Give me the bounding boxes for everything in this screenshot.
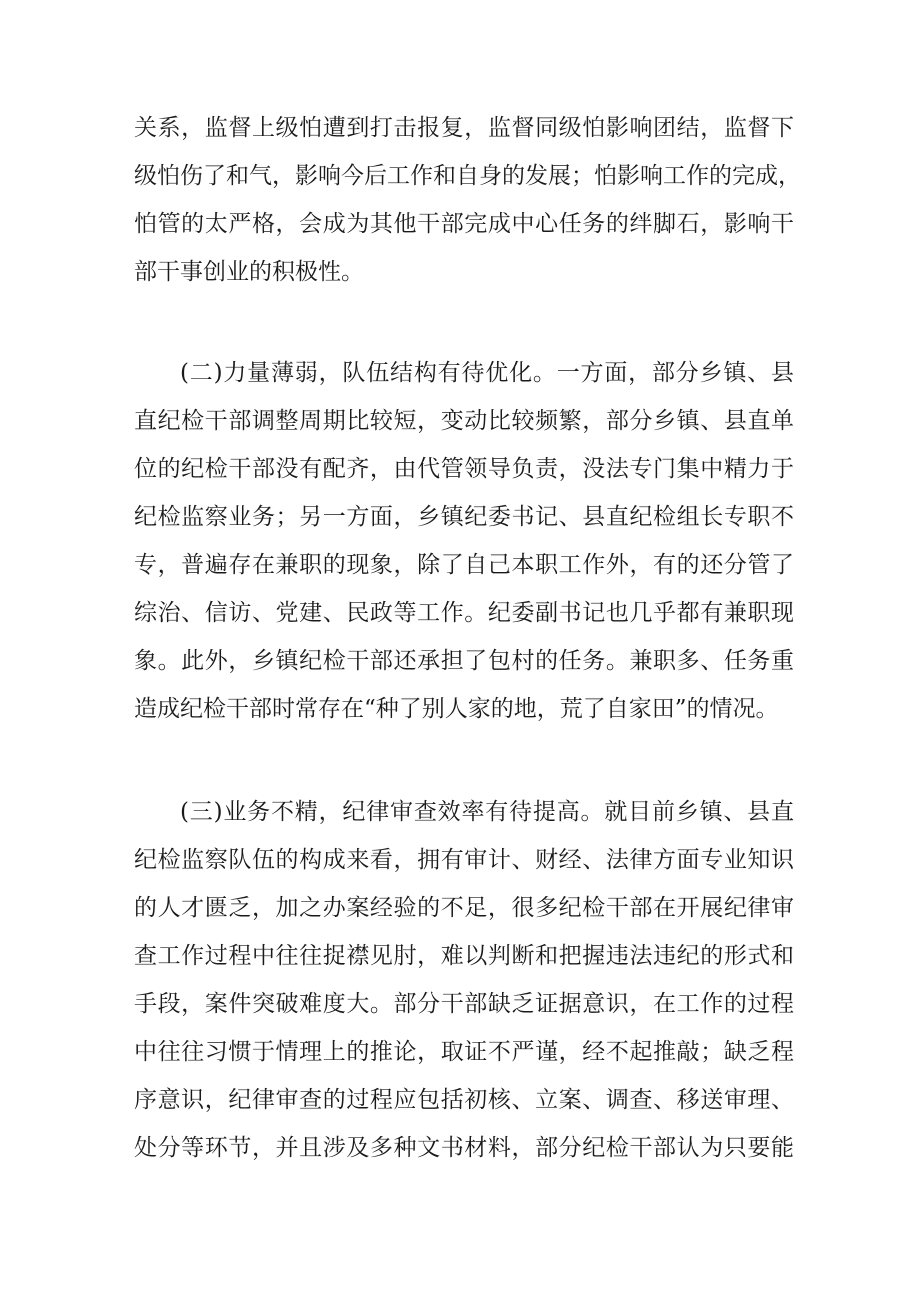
text-line: (三)业务不精，纪律审查效率有待提高。就目前乡镇、县直 xyxy=(180,799,794,825)
text-line: 的人才匮乏，加之办案经验的不足，很多纪检干部在开展纪律审 xyxy=(134,895,794,921)
text-line: 造成纪检干部时常存在“种了别人家的地，荒了自家田”的情况。 xyxy=(134,696,779,722)
text-line: 直纪检干部调整周期比较短，变动比较频繁，部分乡镇、县直单 xyxy=(134,408,794,434)
text-line: 手段，案件突破难度大。部分干部缺乏证据意识，在工作的过程 xyxy=(134,991,794,1017)
text-line: 中往往习惯于情理上的推论，取证不严谨，经不起推敲；缺乏程 xyxy=(134,1039,794,1065)
text-line: 怕管的太严格，会成为其他干部完成中心任务的绊脚石，影响干 xyxy=(134,211,794,237)
text-line: 部干事创业的积极性。 xyxy=(134,259,364,285)
text-line: 处分等环节，并且涉及多种文书材料，部分纪检干部认为只要能 xyxy=(134,1135,794,1161)
text-line: 序意识，纪律审查的过程应包括初核、立案、调查、移送审理、 xyxy=(134,1087,794,1113)
text-line: 查工作过程中往往捉襟见肘，难以判断和把握违法违纪的形式和 xyxy=(134,943,794,969)
text-line: 综治、信访、党建、民政等工作。纪委副书记也几乎都有兼职现 xyxy=(134,600,794,626)
text-line: 关系，监督上级怕遭到打击报复，监督同级怕影响团结，监督下 xyxy=(134,115,794,141)
text-line: 象。此外，乡镇纪检干部还承担了包村的任务。兼职多、任务重 xyxy=(134,648,794,674)
text-line: 专，普遍存在兼职的现象，除了自己本职工作外，有的还分管了 xyxy=(134,552,794,578)
text-line: (二)力量薄弱，队伍结构有待优化。一方面，部分乡镇、县 xyxy=(180,360,794,386)
text-line: 级怕伤了和气，影响今后工作和自身的发展；怕影响工作的完成， xyxy=(134,163,801,189)
text-line: 位的纪检干部没有配齐，由代管领导负责，没法专门集中精力于 xyxy=(134,456,794,482)
text-line: 纪检监察业务；另一方面，乡镇纪委书记、县直纪检组长专职不 xyxy=(134,504,794,530)
text-line: 纪检监察队伍的构成来看，拥有审计、财经、法律方面专业知识 xyxy=(134,847,794,873)
